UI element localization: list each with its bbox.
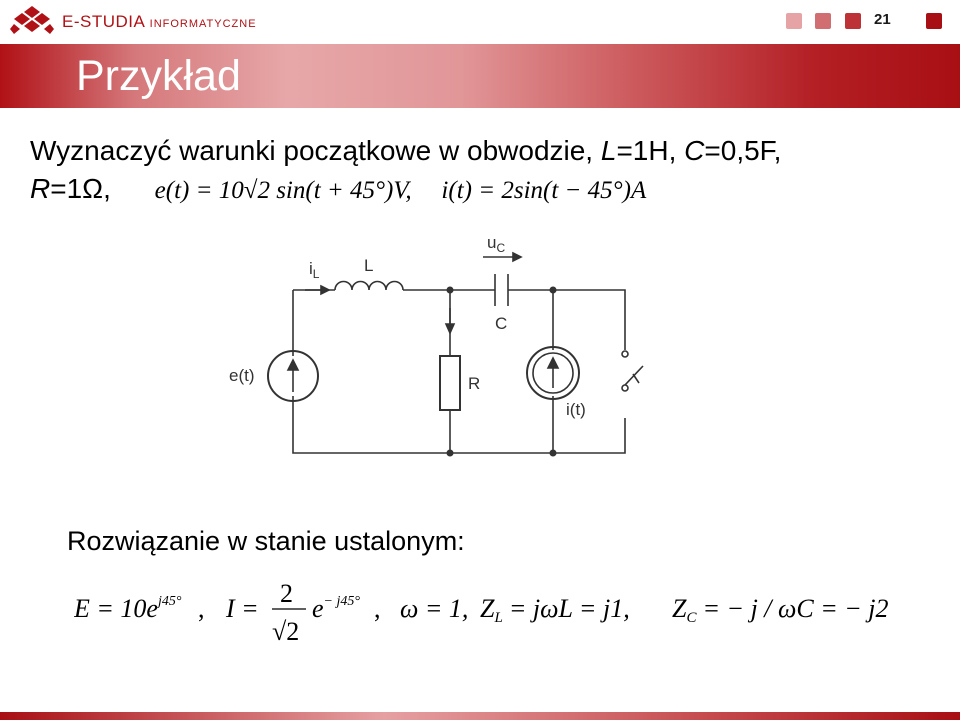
slide-title: Przykład bbox=[76, 52, 241, 100]
omega-formula: ω = 1, bbox=[400, 594, 469, 623]
logo-icon bbox=[10, 4, 54, 38]
E-formula: $E = 10e^{j45^\circ}$ bbox=[74, 594, 182, 623]
task-line-2 bbox=[30, 170, 781, 210]
label-L: L bbox=[364, 256, 374, 275]
header-square-3 bbox=[845, 13, 861, 29]
resistor bbox=[440, 356, 460, 410]
task-line-1 bbox=[30, 132, 781, 170]
bottom-bar bbox=[0, 712, 960, 720]
capacitor bbox=[495, 274, 508, 306]
header-square-2 bbox=[815, 13, 831, 29]
task-text bbox=[30, 132, 781, 210]
header-square-4 bbox=[926, 13, 942, 29]
R-current-arrow bbox=[446, 308, 454, 333]
I-denominator: √2 bbox=[272, 617, 300, 646]
ZL-formula: ZL = jωL = j1, bbox=[480, 594, 630, 626]
solution-formula bbox=[74, 578, 934, 648]
label-R: R bbox=[468, 374, 481, 393]
R-symbol: R bbox=[30, 173, 51, 204]
junction-dots bbox=[447, 287, 557, 457]
current-source bbox=[527, 347, 579, 399]
i-formula: i(t) = 2sin(t − 45°)A bbox=[441, 177, 647, 204]
voltage-source bbox=[268, 351, 318, 401]
C-value: =0,5F, bbox=[704, 135, 782, 166]
I-lhs: I = bbox=[226, 594, 259, 623]
label-C: C bbox=[495, 314, 508, 333]
ZC-formula: ZC = − j / ωC = − j2 bbox=[672, 594, 889, 626]
label-uC: $u_C$ bbox=[487, 233, 506, 255]
logo bbox=[10, 4, 270, 38]
E-comma: , bbox=[198, 594, 205, 623]
L-symbol: L bbox=[600, 135, 617, 166]
label-iL: $i_L$ bbox=[309, 259, 320, 281]
logo-subtitle: INFORMATYCZNE bbox=[149, 18, 257, 30]
logo-name: E-STUDIA bbox=[62, 12, 145, 31]
R-value: =1Ω, bbox=[50, 173, 111, 204]
circuit-diagram bbox=[225, 228, 655, 468]
circuit-labels bbox=[229, 233, 586, 419]
inductor-coil bbox=[335, 282, 403, 291]
switch bbox=[622, 351, 643, 391]
I-exponential: $e^{- j45^\circ}$ bbox=[312, 594, 360, 623]
logo-text bbox=[62, 12, 257, 32]
label-i: i(t) bbox=[566, 400, 586, 419]
solution-label: Rozwiązanie w stanie ustalonym: bbox=[67, 526, 465, 556]
I-comma: , bbox=[374, 594, 381, 623]
label-e: e(t) bbox=[229, 366, 255, 385]
task-intro: Wyznaczyć warunki początkowe w obwodzie, bbox=[30, 135, 601, 166]
iL-arrow bbox=[305, 286, 329, 294]
I-numerator: 2 bbox=[280, 579, 293, 608]
page-number: 21 bbox=[874, 11, 891, 28]
L-value: =1H, bbox=[616, 135, 685, 166]
e-formula: e(t) = 10√2 sin(t + 45°)V, bbox=[154, 177, 412, 204]
header-square-1 bbox=[786, 13, 802, 29]
C-symbol: C bbox=[684, 135, 705, 166]
